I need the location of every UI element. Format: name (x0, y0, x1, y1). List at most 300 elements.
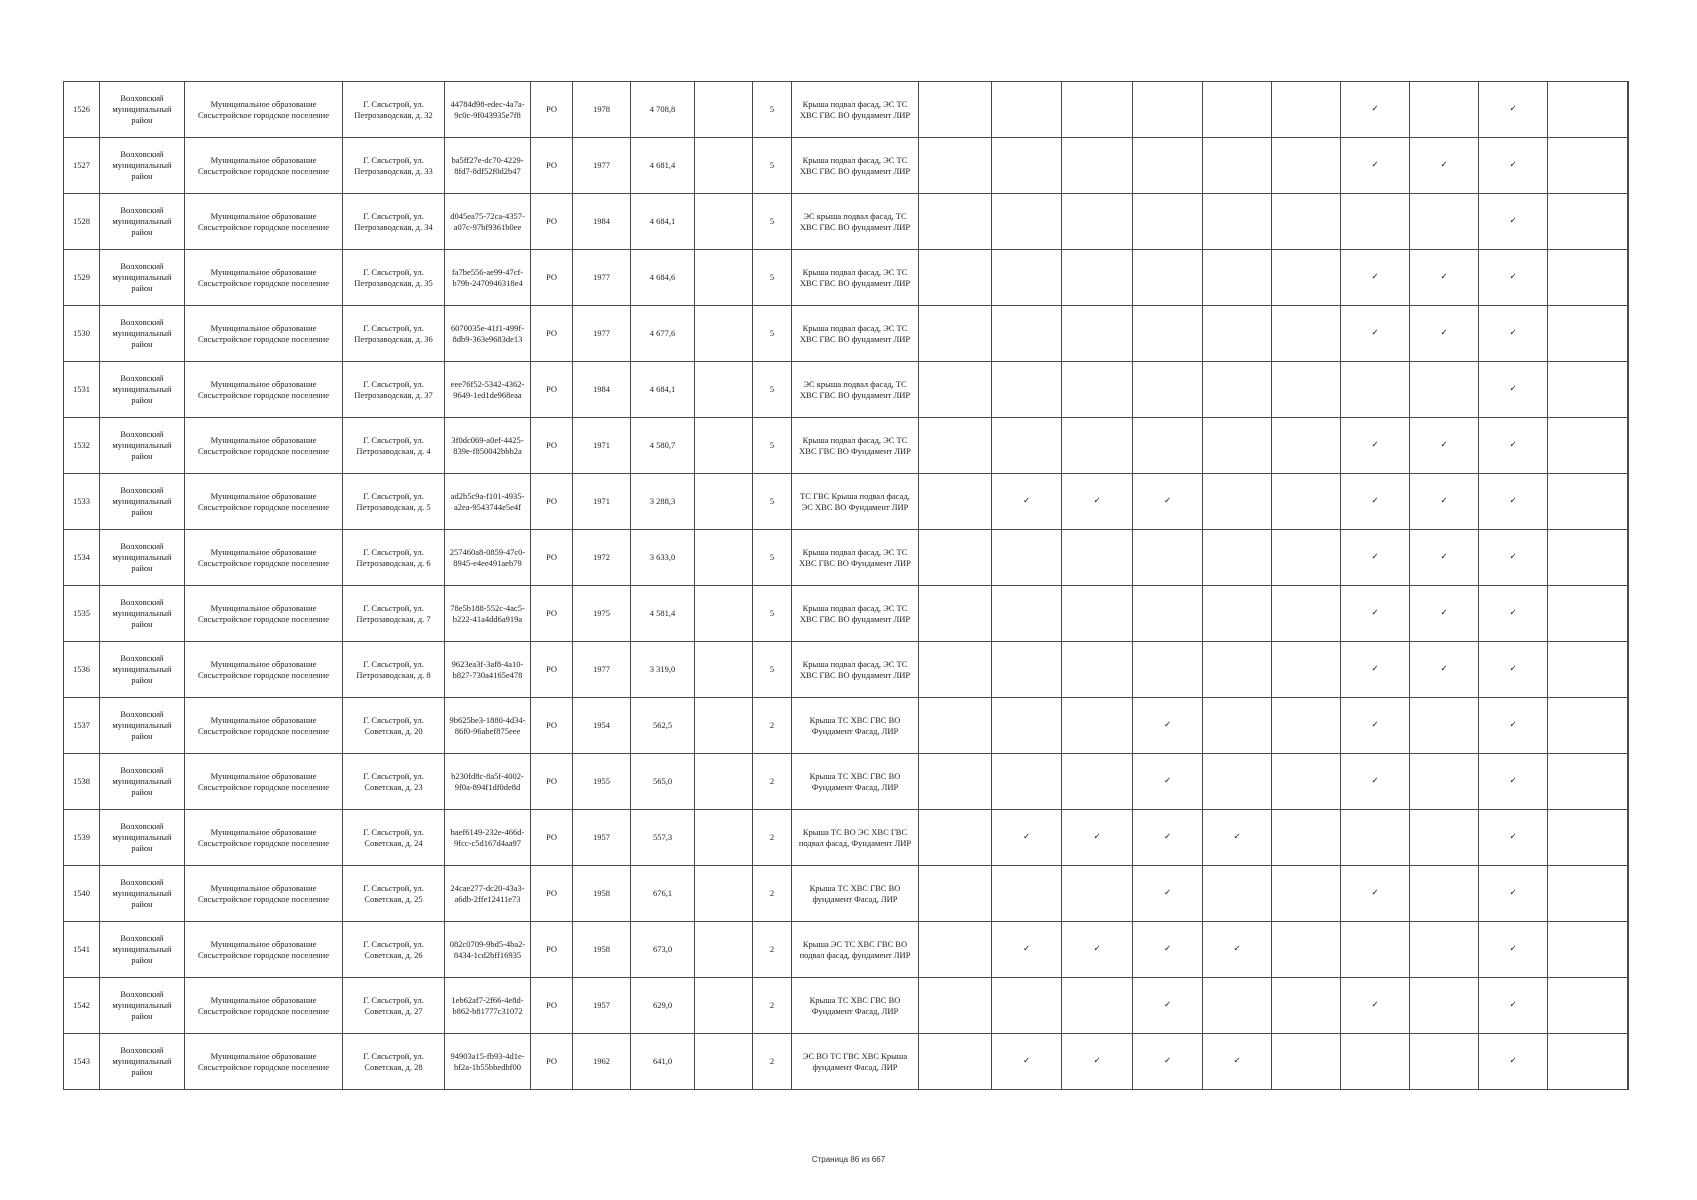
build-year-cell: 1975 (573, 586, 631, 642)
check-cell-2 (1062, 306, 1133, 362)
blank-cell (695, 754, 753, 810)
check-mark-icon: ✓ (1509, 776, 1517, 786)
house-guid-cell: ad2b5c9a-f101-4935-a2ea-9543744e5e4f (445, 474, 531, 530)
district-cell: Волховский муниципальный район (100, 362, 185, 418)
row-number: 1536 (64, 642, 100, 698)
check-cell-8 (1479, 138, 1548, 194)
check-cell-2 (1062, 82, 1133, 138)
address-cell: Г. Сясьстрой, ул. Советская, д. 24 (343, 810, 445, 866)
check-cell-7 (1410, 138, 1479, 194)
row-number: 1537 (64, 698, 100, 754)
check-cell-2 (1062, 362, 1133, 418)
blank-cell (919, 642, 992, 698)
municipality-cell: Муниципальное образование Сясьстройское городское поселение (185, 642, 343, 698)
check-cell-6 (1341, 642, 1410, 698)
area-sqm-cell: 562,5 (631, 698, 695, 754)
check-cell-7 (1410, 82, 1479, 138)
build-year-cell: 1977 (573, 250, 631, 306)
blank-cell (919, 1034, 992, 1090)
blank-cell (695, 810, 753, 866)
check-cell-4 (1203, 754, 1272, 810)
blank-cell (695, 530, 753, 586)
address-cell: Г. Сясьстрой, ул. Советская, д. 28 (343, 1034, 445, 1090)
page-footer: Страница 86 из 667 (811, 1155, 886, 1164)
fund-type-cell: РО (531, 530, 573, 586)
check-cell-10 (1628, 1034, 1629, 1090)
check-cell-2 (1062, 586, 1133, 642)
check-mark-icon: ✓ (1371, 1000, 1379, 1010)
check-mark-icon: ✓ (1022, 944, 1031, 954)
check-cell-10 (1628, 978, 1629, 1034)
address-cell: Г. Сясьстрой, ул. Советская, д. 25 (343, 866, 445, 922)
check-cell-4 (1203, 138, 1272, 194)
floors-cell: 5 (753, 530, 792, 586)
municipality-cell: Муниципальное образование Сясьстройское городское поселение (185, 754, 343, 810)
check-cell-10 (1628, 138, 1629, 194)
check-cell-9 (1548, 1034, 1628, 1090)
floors-cell: 5 (753, 642, 792, 698)
table-row (64, 418, 1629, 474)
blank-cell (695, 586, 753, 642)
build-year-cell: 1957 (573, 978, 631, 1034)
check-cell-7 (1410, 922, 1479, 978)
works-cell: Крыша подвал фасад, ЭС ТС ХВС ГВС ВО фундамент ЛИР (792, 306, 919, 362)
table-row (64, 586, 1629, 642)
area-sqm-cell: 629,0 (631, 978, 695, 1034)
floors-cell: 5 (753, 586, 792, 642)
check-mark-icon: ✓ (1163, 776, 1172, 786)
blank-cell (695, 922, 753, 978)
blank-cell (919, 754, 992, 810)
check-cell-3 (1133, 82, 1203, 138)
check-mark-icon: ✓ (1371, 272, 1379, 282)
floors-cell: 2 (753, 754, 792, 810)
table-row (64, 1034, 1629, 1090)
district-cell: Волховский муниципальный район (100, 138, 185, 194)
check-cell-1 (992, 474, 1062, 530)
check-cell-1 (992, 754, 1062, 810)
check-cell-10 (1628, 250, 1629, 306)
check-mark-icon: ✓ (1440, 328, 1448, 338)
blank-cell (919, 306, 992, 362)
area-sqm-cell: 641,0 (631, 1034, 695, 1090)
house-guid-cell: 9623ea3f-3af8-4a10-b827-730a4165e478 (445, 642, 531, 698)
build-year-cell: 1977 (573, 306, 631, 362)
check-cell-10 (1628, 530, 1629, 586)
works-cell: Крыша подвал фасад, ЭС ТС ХВС ГВС ВО фундамент ЛИР (792, 642, 919, 698)
check-cell-5 (1272, 82, 1341, 138)
area-sqm-cell: 673,0 (631, 922, 695, 978)
check-cell-2 (1062, 698, 1133, 754)
blank-cell (695, 418, 753, 474)
blank-cell (919, 250, 992, 306)
blank-cell (919, 866, 992, 922)
municipality-cell: Муниципальное образование Сясьстройское городское поселение (185, 418, 343, 474)
municipality-cell: Муниципальное образование Сясьстройское городское поселение (185, 866, 343, 922)
fund-type-cell: РО (531, 194, 573, 250)
works-cell: Крыша подвал фасад, ЭС ТС ХВС ГВС ВО фундамент ЛИР (792, 586, 919, 642)
check-cell-8 (1479, 586, 1548, 642)
check-cell-10 (1628, 82, 1629, 138)
blank-cell (695, 138, 753, 194)
fund-type-cell: РО (531, 418, 573, 474)
check-mark-icon: ✓ (1022, 832, 1031, 842)
check-cell-4 (1203, 810, 1272, 866)
works-cell: Крыша ТС ВО ЭС ХВС ГВС подвал фасад, Фундамент ЛИР (792, 810, 919, 866)
blank-cell (695, 474, 753, 530)
municipality-cell: Муниципальное образование Сясьстройское городское поселение (185, 810, 343, 866)
floors-cell: 2 (753, 1034, 792, 1090)
check-mark-icon: ✓ (1509, 216, 1517, 226)
check-cell-2 (1062, 866, 1133, 922)
house-guid-cell: 3f0dc069-a0ef-4425-839e-f850042bbb2a (445, 418, 531, 474)
check-mark-icon: ✓ (1509, 1056, 1517, 1066)
check-cell-6 (1341, 138, 1410, 194)
blank-cell (695, 306, 753, 362)
district-cell: Волховский муниципальный район (100, 306, 185, 362)
check-cell-3 (1133, 810, 1203, 866)
blank-cell (919, 138, 992, 194)
check-cell-1 (992, 418, 1062, 474)
check-cell-1 (992, 1034, 1062, 1090)
build-year-cell: 1955 (573, 754, 631, 810)
address-cell: Г. Сясьстрой, ул. Петрозаводская, д. 32 (343, 82, 445, 138)
check-cell-5 (1272, 194, 1341, 250)
check-cell-4 (1203, 82, 1272, 138)
municipality-cell: Муниципальное образование Сясьстройское городское поселение (185, 1034, 343, 1090)
municipality-cell: Муниципальное образование Сясьстройское городское поселение (185, 978, 343, 1034)
check-mark-icon: ✓ (1163, 832, 1172, 842)
blank-cell (919, 82, 992, 138)
check-cell-8 (1479, 1034, 1548, 1090)
area-sqm-cell: 4 684,1 (631, 194, 695, 250)
check-cell-9 (1548, 82, 1628, 138)
address-cell: Г. Сясьстрой, ул. Советская, д. 20 (343, 698, 445, 754)
check-cell-9 (1548, 642, 1628, 698)
district-cell: Волховский муниципальный район (100, 642, 185, 698)
works-cell: Крыша подвал фасад, ЭС ТС ХВС ГВС ВО фундамент ЛИР (792, 138, 919, 194)
district-cell: Волховский муниципальный район (100, 978, 185, 1034)
check-cell-2 (1062, 642, 1133, 698)
check-cell-4 (1203, 978, 1272, 1034)
check-cell-5 (1272, 810, 1341, 866)
fund-type-cell: РО (531, 306, 573, 362)
table-row (64, 306, 1629, 362)
check-mark-icon: ✓ (1163, 720, 1172, 730)
check-cell-10 (1628, 698, 1629, 754)
table-row (64, 978, 1629, 1034)
row-number: 1542 (64, 978, 100, 1034)
floors-cell: 5 (753, 194, 792, 250)
blank-cell (695, 978, 753, 1034)
floors-cell: 2 (753, 698, 792, 754)
check-cell-9 (1548, 250, 1628, 306)
check-mark-icon: ✓ (1509, 944, 1517, 954)
house-guid-cell: 94903a15-fb93-4d1e-bf2a-1b55bbedbf00 (445, 1034, 531, 1090)
build-year-cell: 1958 (573, 922, 631, 978)
blank-cell (919, 474, 992, 530)
fund-type-cell: РО (531, 250, 573, 306)
area-sqm-cell: 4 681,4 (631, 138, 695, 194)
row-number: 1532 (64, 418, 100, 474)
municipality-cell: Муниципальное образование Сясьстройское городское поселение (185, 194, 343, 250)
table-row (64, 194, 1629, 250)
blank-cell (919, 810, 992, 866)
house-guid-cell: 78e5b188-552c-4ac5-b222-41a4dd6a919a (445, 586, 531, 642)
check-cell-7 (1410, 418, 1479, 474)
area-sqm-cell: 4 580,7 (631, 418, 695, 474)
check-cell-10 (1628, 754, 1629, 810)
check-mark-icon: ✓ (1440, 496, 1448, 506)
check-mark-icon: ✓ (1163, 1000, 1172, 1010)
check-mark-icon: ✓ (1163, 888, 1172, 898)
check-mark-icon: ✓ (1371, 664, 1379, 674)
check-cell-7 (1410, 698, 1479, 754)
check-cell-9 (1548, 194, 1628, 250)
area-sqm-cell: 3 319,0 (631, 642, 695, 698)
check-cell-7 (1410, 978, 1479, 1034)
check-cell-2 (1062, 754, 1133, 810)
works-cell: ЭС крыша подвал фасад, ТС ХВС ГВС ВО фундамент ЛИР (792, 194, 919, 250)
floors-cell: 5 (753, 82, 792, 138)
check-cell-2 (1062, 194, 1133, 250)
row-number: 1535 (64, 586, 100, 642)
house-guid-cell: 1eb62af7-2f66-4e8d-b862-b81777c31072 (445, 978, 531, 1034)
check-cell-10 (1628, 642, 1629, 698)
check-cell-4 (1203, 250, 1272, 306)
district-cell: Волховский муниципальный район (100, 586, 185, 642)
check-mark-icon: ✓ (1509, 328, 1517, 338)
check-mark-icon: ✓ (1371, 440, 1379, 450)
check-cell-3 (1133, 978, 1203, 1034)
area-sqm-cell: 4 708,8 (631, 82, 695, 138)
check-mark-icon: ✓ (1233, 832, 1241, 842)
check-cell-9 (1548, 978, 1628, 1034)
check-cell-4 (1203, 474, 1272, 530)
check-cell-10 (1628, 306, 1629, 362)
check-cell-5 (1272, 418, 1341, 474)
address-cell: Г. Сясьстрой, ул. Советская, д. 26 (343, 922, 445, 978)
check-cell-9 (1548, 866, 1628, 922)
build-year-cell: 1977 (573, 642, 631, 698)
check-cell-8 (1479, 82, 1548, 138)
check-mark-icon: ✓ (1163, 1056, 1172, 1066)
check-mark-icon: ✓ (1440, 160, 1448, 170)
check-mark-icon: ✓ (1509, 888, 1517, 898)
address-cell: Г. Сясьстрой, ул. Советская, д. 27 (343, 978, 445, 1034)
table-row (64, 138, 1629, 194)
row-number: 1539 (64, 810, 100, 866)
table-row (64, 810, 1629, 866)
check-mark-icon: ✓ (1022, 1056, 1031, 1066)
check-mark-icon: ✓ (1371, 496, 1379, 506)
check-cell-2 (1062, 474, 1133, 530)
check-cell-4 (1203, 586, 1272, 642)
check-cell-1 (992, 866, 1062, 922)
row-number: 1529 (64, 250, 100, 306)
check-cell-7 (1410, 754, 1479, 810)
check-mark-icon: ✓ (1509, 608, 1517, 618)
works-cell: Крыша подвал фасад, ЭС ТС ХВС ГВС ВО Фундамент ЛИР (792, 530, 919, 586)
check-cell-3 (1133, 250, 1203, 306)
check-cell-5 (1272, 866, 1341, 922)
check-cell-10 (1628, 810, 1629, 866)
check-mark-icon: ✓ (1371, 888, 1379, 898)
build-year-cell: 1972 (573, 530, 631, 586)
house-guid-cell: 24cae277-dc20-43a3-a6db-2ffe12411e73 (445, 866, 531, 922)
check-mark-icon: ✓ (1233, 1056, 1241, 1066)
row-number: 1538 (64, 754, 100, 810)
row-number: 1543 (64, 1034, 100, 1090)
check-cell-7 (1410, 474, 1479, 530)
check-cell-3 (1133, 1034, 1203, 1090)
check-mark-icon: ✓ (1163, 944, 1172, 954)
check-mark-icon: ✓ (1509, 552, 1517, 562)
check-mark-icon: ✓ (1509, 1000, 1517, 1010)
check-cell-7 (1410, 810, 1479, 866)
house-guid-cell: 44784d98-edec-4a7a-9c0c-9f043935e7f8 (445, 82, 531, 138)
district-cell: Волховский муниципальный район (100, 250, 185, 306)
fund-type-cell: РО (531, 978, 573, 1034)
floors-cell: 2 (753, 922, 792, 978)
check-mark-icon: ✓ (1233, 944, 1241, 954)
municipality-cell: Муниципальное образование Сясьстройское городское поселение (185, 306, 343, 362)
check-cell-6 (1341, 586, 1410, 642)
check-mark-icon: ✓ (1163, 496, 1172, 506)
check-cell-4 (1203, 1034, 1272, 1090)
check-cell-8 (1479, 418, 1548, 474)
check-cell-5 (1272, 250, 1341, 306)
check-cell-6 (1341, 1034, 1410, 1090)
blank-cell (919, 586, 992, 642)
district-cell: Волховский муниципальный район (100, 530, 185, 586)
floors-cell: 2 (753, 866, 792, 922)
build-year-cell: 1954 (573, 698, 631, 754)
table-row (64, 474, 1629, 530)
district-cell: Волховский муниципальный район (100, 754, 185, 810)
table-row (64, 866, 1629, 922)
build-year-cell: 1962 (573, 1034, 631, 1090)
floors-cell: 5 (753, 306, 792, 362)
check-mark-icon: ✓ (1371, 720, 1379, 730)
check-cell-4 (1203, 362, 1272, 418)
table-row (64, 250, 1629, 306)
check-cell-6 (1341, 194, 1410, 250)
check-cell-1 (992, 978, 1062, 1034)
house-guid-cell: 6070035e-41f1-499f-8db9-363e9683de13 (445, 306, 531, 362)
check-mark-icon: ✓ (1440, 552, 1448, 562)
fund-type-cell: РО (531, 82, 573, 138)
blank-cell (919, 978, 992, 1034)
check-mark-icon: ✓ (1371, 328, 1379, 338)
check-cell-8 (1479, 698, 1548, 754)
municipality-cell: Муниципальное образование Сясьстройское городское поселение (185, 586, 343, 642)
house-guid-cell: b230fd8c-8a5f-4002-9f0a-894f1df0de8d (445, 754, 531, 810)
district-cell: Волховский муниципальный район (100, 810, 185, 866)
build-year-cell: 1977 (573, 138, 631, 194)
area-sqm-cell: 557,3 (631, 810, 695, 866)
blank-cell (695, 194, 753, 250)
works-cell: ТС ГВС Крыша подвал фасад, ЭС ХВС ВО Фундамент ЛИР (792, 474, 919, 530)
check-mark-icon: ✓ (1509, 384, 1517, 394)
check-mark-icon: ✓ (1509, 104, 1517, 114)
table-row (64, 754, 1629, 810)
check-cell-7 (1410, 194, 1479, 250)
municipality-cell: Муниципальное образование Сясьстройское городское поселение (185, 922, 343, 978)
house-guid-cell: 9b625be3-1880-4d34-86f0-96abef875eee (445, 698, 531, 754)
check-cell-5 (1272, 362, 1341, 418)
blank-cell (919, 194, 992, 250)
table-row (64, 922, 1629, 978)
check-cell-7 (1410, 866, 1479, 922)
check-cell-8 (1479, 250, 1548, 306)
check-cell-1 (992, 362, 1062, 418)
check-mark-icon: ✓ (1440, 272, 1448, 282)
check-cell-9 (1548, 754, 1628, 810)
check-cell-7 (1410, 306, 1479, 362)
check-cell-9 (1548, 810, 1628, 866)
check-cell-9 (1548, 586, 1628, 642)
check-cell-9 (1548, 138, 1628, 194)
area-sqm-cell: 4 581,4 (631, 586, 695, 642)
works-cell: Крыша ТС ХВС ГВС ВО Фундамент Фасад, ЛИР (792, 754, 919, 810)
check-cell-6 (1341, 922, 1410, 978)
check-cell-1 (992, 138, 1062, 194)
check-cell-6 (1341, 250, 1410, 306)
check-mark-icon: ✓ (1022, 496, 1031, 506)
check-mark-icon: ✓ (1440, 664, 1448, 674)
check-cell-6 (1341, 866, 1410, 922)
check-cell-4 (1203, 698, 1272, 754)
floors-cell: 5 (753, 138, 792, 194)
check-cell-3 (1133, 922, 1203, 978)
house-guid-cell: 082c0709-9bd5-4ba2-8434-1cd2bff16935 (445, 922, 531, 978)
check-cell-3 (1133, 362, 1203, 418)
check-cell-8 (1479, 978, 1548, 1034)
check-cell-2 (1062, 978, 1133, 1034)
address-cell: Г. Сясьстрой, ул. Петрозаводская, д. 33 (343, 138, 445, 194)
area-sqm-cell: 3 633,0 (631, 530, 695, 586)
check-cell-9 (1548, 418, 1628, 474)
check-cell-6 (1341, 306, 1410, 362)
check-cell-2 (1062, 418, 1133, 474)
row-number: 1531 (64, 362, 100, 418)
check-cell-5 (1272, 754, 1341, 810)
check-mark-icon: ✓ (1509, 664, 1517, 674)
address-cell: Г. Сясьстрой, ул. Петрозаводская, д. 6 (343, 530, 445, 586)
check-cell-10 (1628, 586, 1629, 642)
check-cell-10 (1628, 418, 1629, 474)
municipality-cell: Муниципальное образование Сясьстройское городское поселение (185, 362, 343, 418)
row-number: 1534 (64, 530, 100, 586)
check-cell-1 (992, 306, 1062, 362)
blank-cell (919, 362, 992, 418)
address-cell: Г. Сясьстрой, ул. Петрозаводская, д. 7 (343, 586, 445, 642)
district-cell: Волховский муниципальный район (100, 866, 185, 922)
house-guid-cell: 257460a8-0859-47c0-8945-e4ee491aeb79 (445, 530, 531, 586)
check-cell-6 (1341, 82, 1410, 138)
check-cell-5 (1272, 138, 1341, 194)
check-cell-3 (1133, 586, 1203, 642)
check-cell-5 (1272, 642, 1341, 698)
check-cell-8 (1479, 306, 1548, 362)
address-cell: Г. Сясьстрой, ул. Петрозаводская, д. 37 (343, 362, 445, 418)
check-cell-1 (992, 250, 1062, 306)
check-cell-8 (1479, 530, 1548, 586)
district-cell: Волховский муниципальный район (100, 474, 185, 530)
check-cell-1 (992, 586, 1062, 642)
table-row (64, 82, 1629, 138)
